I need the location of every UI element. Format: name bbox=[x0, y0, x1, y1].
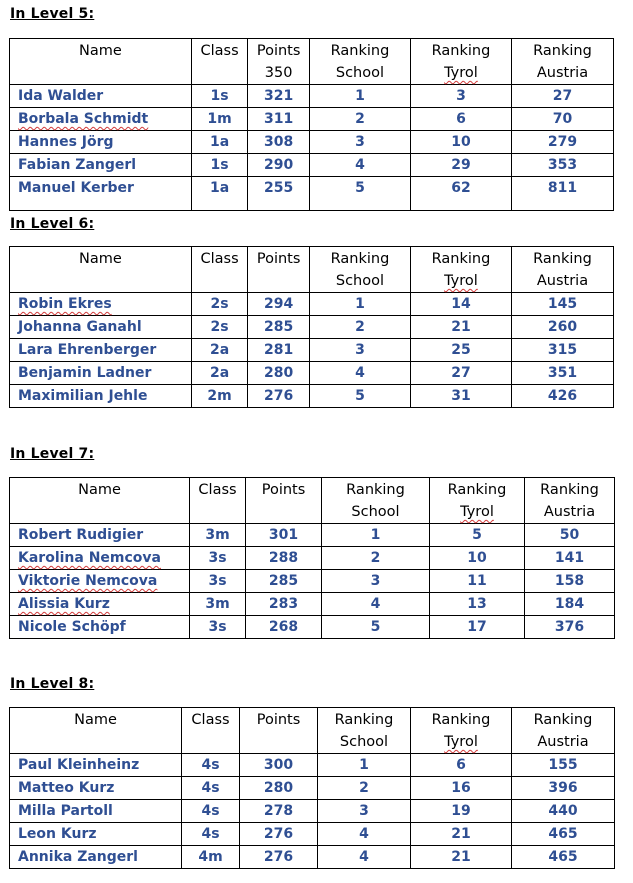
ranking-austria: 426 bbox=[511, 385, 613, 408]
table-header-row bbox=[10, 708, 615, 754]
ranking-tyrol: 27 bbox=[410, 362, 511, 385]
table-row bbox=[10, 131, 614, 154]
student-points: 280 bbox=[240, 777, 318, 800]
ranking-tyrol: 17 bbox=[430, 616, 525, 639]
ranking-school: 2 bbox=[309, 316, 410, 339]
ranking-tyrol: 25 bbox=[410, 339, 511, 362]
ranking-school-header: Ranking School bbox=[318, 708, 411, 754]
ranking-tyrol: 16 bbox=[411, 777, 512, 800]
student-name: Paul Kleinheinz bbox=[10, 754, 182, 777]
table-row bbox=[10, 108, 614, 131]
student-name: Manuel Kerber bbox=[10, 177, 192, 211]
table-header-row bbox=[10, 478, 615, 524]
student-points: 281 bbox=[248, 339, 310, 362]
ranking-austria: 465 bbox=[512, 823, 615, 846]
student-class: 1a bbox=[191, 131, 248, 154]
points-max: 350 bbox=[264, 65, 293, 81]
ranking-school: 1 bbox=[318, 754, 411, 777]
table-row bbox=[10, 800, 615, 823]
student-points: 301 bbox=[246, 524, 322, 547]
student-name: Karolina Nemcova bbox=[10, 547, 190, 570]
student-class: 2a bbox=[191, 362, 248, 385]
student-points: 285 bbox=[246, 570, 322, 593]
ranking-austria: 351 bbox=[511, 362, 613, 385]
table-row bbox=[10, 154, 614, 177]
table-row bbox=[10, 547, 615, 570]
student-name: Leon Kurz bbox=[10, 823, 182, 846]
ranking-school: 3 bbox=[309, 131, 410, 154]
level-5-heading: In Level 5: bbox=[10, 6, 95, 22]
student-name: Johanna Ganahl bbox=[10, 316, 192, 339]
class-header: Class bbox=[182, 708, 240, 754]
student-points: 290 bbox=[248, 154, 310, 177]
student-class: 3s bbox=[190, 547, 246, 570]
points-header: Points bbox=[246, 478, 322, 524]
ranking-tyrol: 62 bbox=[410, 177, 511, 211]
table-row bbox=[10, 754, 615, 777]
ranking-tyrol: 21 bbox=[411, 846, 512, 869]
table-row bbox=[10, 846, 615, 869]
ranking-austria: 811 bbox=[511, 177, 613, 211]
student-points: 280 bbox=[248, 362, 310, 385]
ranking-tyrol-header: Ranking Tyrol bbox=[411, 708, 512, 754]
ranking-austria: 260 bbox=[511, 316, 613, 339]
student-points: 311 bbox=[248, 108, 310, 131]
ranking-school: 4 bbox=[322, 593, 430, 616]
ranking-tyrol: 21 bbox=[411, 823, 512, 846]
student-name: Maximilian Jehle bbox=[10, 385, 192, 408]
ranking-austria: 465 bbox=[512, 846, 615, 869]
ranking-austria-header: Ranking Austria bbox=[512, 708, 615, 754]
student-points: 321 bbox=[248, 85, 310, 108]
class-header: Class bbox=[191, 39, 248, 85]
name-header: Name bbox=[10, 247, 192, 293]
ranking-tyrol: 31 bbox=[410, 385, 511, 408]
ranking-tyrol: 19 bbox=[411, 800, 512, 823]
student-class: 2a bbox=[191, 339, 248, 362]
student-class: 3s bbox=[190, 570, 246, 593]
student-points: 276 bbox=[248, 385, 310, 408]
ranking-tyrol: 10 bbox=[430, 547, 525, 570]
ranking-school: 3 bbox=[309, 339, 410, 362]
ranking-tyrol: 10 bbox=[410, 131, 511, 154]
student-name: Robert Rudigier bbox=[10, 524, 190, 547]
student-class: 4m bbox=[182, 846, 240, 869]
ranking-school: 3 bbox=[322, 570, 430, 593]
student-name: Benjamin Ladner bbox=[10, 362, 192, 385]
ranking-school: 2 bbox=[322, 547, 430, 570]
student-class: 2s bbox=[191, 293, 248, 316]
ranking-austria: 279 bbox=[511, 131, 613, 154]
ranking-tyrol-header: Ranking Tyrol bbox=[430, 478, 525, 524]
student-class: 3m bbox=[190, 524, 246, 547]
level-8-table bbox=[9, 707, 615, 869]
student-points: 278 bbox=[240, 800, 318, 823]
ranking-school-header: Ranking School bbox=[309, 39, 410, 85]
student-points: 276 bbox=[240, 846, 318, 869]
student-class: 1s bbox=[191, 154, 248, 177]
student-name: Viktorie Nemcova bbox=[10, 570, 190, 593]
points-header: Points bbox=[240, 708, 318, 754]
level-5-table bbox=[9, 38, 614, 211]
table-row bbox=[10, 85, 614, 108]
student-points: 268 bbox=[246, 616, 322, 639]
ranking-school: 1 bbox=[309, 293, 410, 316]
ranking-austria: 184 bbox=[525, 593, 615, 616]
ranking-school-header: Ranking School bbox=[322, 478, 430, 524]
student-class: 1a bbox=[191, 177, 248, 211]
student-class: 2s bbox=[191, 316, 248, 339]
ranking-austria: 155 bbox=[512, 754, 615, 777]
ranking-school: 5 bbox=[309, 177, 410, 211]
points-header: Points bbox=[248, 247, 310, 293]
student-name: Robin Ekres bbox=[10, 293, 192, 316]
ranking-austria: 158 bbox=[525, 570, 615, 593]
ranking-tyrol: 5 bbox=[430, 524, 525, 547]
student-class: 4s bbox=[182, 754, 240, 777]
class-header: Class bbox=[191, 247, 248, 293]
ranking-tyrol: 14 bbox=[410, 293, 511, 316]
level-8-heading: In Level 8: bbox=[10, 676, 95, 692]
ranking-tyrol: 6 bbox=[410, 108, 511, 131]
table-row bbox=[10, 385, 614, 408]
ranking-austria: 440 bbox=[512, 800, 615, 823]
student-class: 1m bbox=[191, 108, 248, 131]
student-points: 300 bbox=[240, 754, 318, 777]
table-row bbox=[10, 362, 614, 385]
student-name: Nicole Schöpf bbox=[10, 616, 190, 639]
ranking-austria: 353 bbox=[511, 154, 613, 177]
ranking-school: 1 bbox=[322, 524, 430, 547]
ranking-school: 4 bbox=[318, 823, 411, 846]
ranking-austria: 70 bbox=[511, 108, 613, 131]
table-row bbox=[10, 616, 615, 639]
table-row bbox=[10, 316, 614, 339]
ranking-austria: 396 bbox=[512, 777, 615, 800]
student-name: Fabian Zangerl bbox=[10, 154, 192, 177]
ranking-tyrol: 11 bbox=[430, 570, 525, 593]
ranking-austria-header: Ranking Austria bbox=[511, 39, 613, 85]
ranking-austria: 27 bbox=[511, 85, 613, 108]
table-header-row bbox=[10, 247, 614, 293]
ranking-school: 3 bbox=[318, 800, 411, 823]
ranking-tyrol-header: Ranking Tyrol bbox=[410, 39, 511, 85]
name-header: Name bbox=[10, 478, 190, 524]
student-class: 3m bbox=[190, 593, 246, 616]
student-points: 285 bbox=[248, 316, 310, 339]
ranking-austria: 141 bbox=[525, 547, 615, 570]
class-header: Class bbox=[190, 478, 246, 524]
student-class: 3s bbox=[190, 616, 246, 639]
ranking-austria: 50 bbox=[525, 524, 615, 547]
student-name: Lara Ehrenberger bbox=[10, 339, 192, 362]
ranking-tyrol-header: Ranking Tyrol bbox=[410, 247, 511, 293]
ranking-school: 4 bbox=[309, 362, 410, 385]
table-row bbox=[10, 823, 615, 846]
student-points: 255 bbox=[248, 177, 310, 211]
student-points: 288 bbox=[246, 547, 322, 570]
level-6-heading: In Level 6: bbox=[10, 216, 95, 232]
ranking-austria: 145 bbox=[511, 293, 613, 316]
student-name: Matteo Kurz bbox=[10, 777, 182, 800]
table-row bbox=[10, 293, 614, 316]
ranking-tyrol: 3 bbox=[410, 85, 511, 108]
ranking-school: 2 bbox=[318, 777, 411, 800]
level-7-heading: In Level 7: bbox=[10, 446, 95, 462]
student-name: Annika Zangerl bbox=[10, 846, 182, 869]
table-row bbox=[10, 339, 614, 362]
table-row bbox=[10, 177, 614, 211]
student-points: 308 bbox=[248, 131, 310, 154]
student-name: Hannes Jörg bbox=[10, 131, 192, 154]
ranking-school: 4 bbox=[318, 846, 411, 869]
student-class: 4s bbox=[182, 777, 240, 800]
ranking-tyrol: 6 bbox=[411, 754, 512, 777]
name-header: Name bbox=[10, 39, 192, 85]
name-header: Name bbox=[10, 708, 182, 754]
student-points: 294 bbox=[248, 293, 310, 316]
student-name: Milla Partoll bbox=[10, 800, 182, 823]
level-6-table bbox=[9, 246, 614, 408]
ranking-school: 2 bbox=[309, 108, 410, 131]
student-points: 283 bbox=[246, 593, 322, 616]
ranking-austria: 315 bbox=[511, 339, 613, 362]
student-points: 276 bbox=[240, 823, 318, 846]
ranking-tyrol: 29 bbox=[410, 154, 511, 177]
table-row bbox=[10, 570, 615, 593]
table-row bbox=[10, 524, 615, 547]
student-name: Ida Walder bbox=[10, 85, 192, 108]
student-class: 4s bbox=[182, 800, 240, 823]
table-row bbox=[10, 777, 615, 800]
ranking-tyrol: 13 bbox=[430, 593, 525, 616]
ranking-tyrol: 21 bbox=[410, 316, 511, 339]
table-row bbox=[10, 593, 615, 616]
student-class: 2m bbox=[191, 385, 248, 408]
points-header: Points 350 bbox=[248, 39, 310, 85]
ranking-school: 4 bbox=[309, 154, 410, 177]
ranking-austria: 376 bbox=[525, 616, 615, 639]
ranking-austria-header: Ranking Austria bbox=[525, 478, 615, 524]
student-class: 1s bbox=[191, 85, 248, 108]
ranking-school: 5 bbox=[322, 616, 430, 639]
level-7-table bbox=[9, 477, 615, 639]
student-name: Alissia Kurz bbox=[10, 593, 190, 616]
ranking-school-header: Ranking School bbox=[309, 247, 410, 293]
ranking-school: 5 bbox=[309, 385, 410, 408]
ranking-school: 1 bbox=[309, 85, 410, 108]
student-class: 4s bbox=[182, 823, 240, 846]
student-name: Borbala Schmidt bbox=[10, 108, 192, 131]
ranking-austria-header: Ranking Austria bbox=[511, 247, 613, 293]
table-header-row bbox=[10, 39, 614, 85]
